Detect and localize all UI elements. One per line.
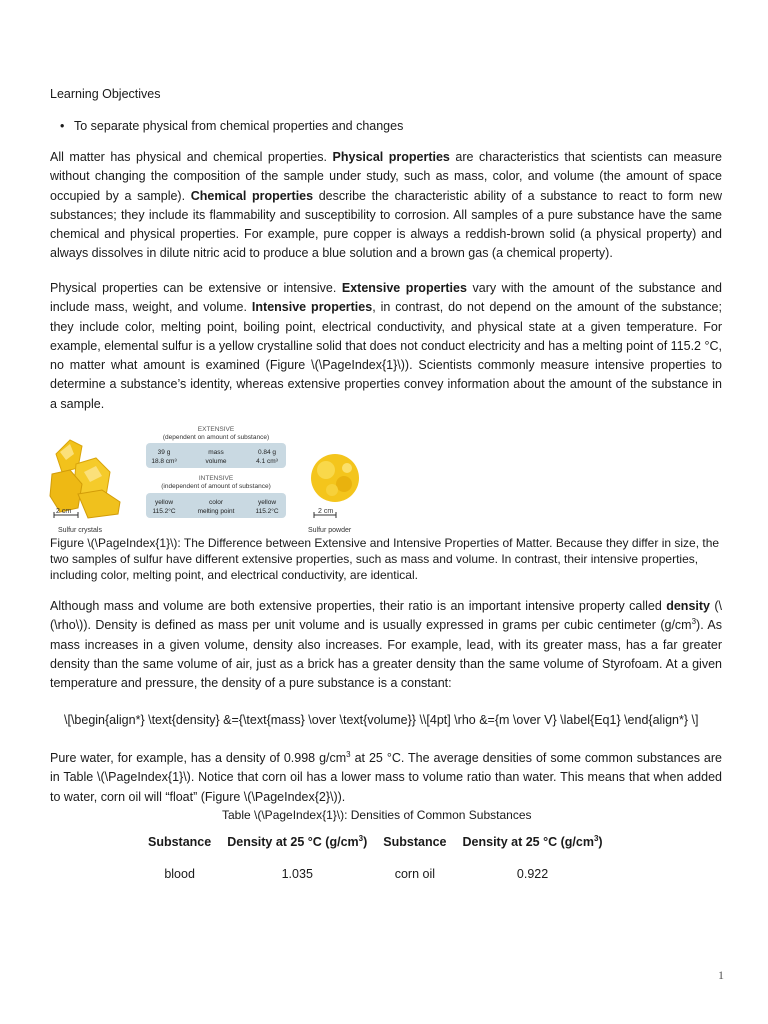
bullet-icon: • [60,119,65,133]
text: at 25 °C. The average densities of some common substances are in Table \(\PageIndex{1}\). Notice that corn oil has a lower mass to volume ratio than water. This means that when added to water, corn oil will “float” (Figure \(\PageIndex{2}\)). [50,751,722,804]
text: Although mass and volume are both extensive properties, their ratio is an important intensive property called [50,599,667,613]
text: vary with the amount of the substance and include mass, weight, and volume. [50,281,723,315]
intensive-left-mp: 115.2°C [152,508,176,515]
density-table [140,826,611,890]
text: (\(\rho\)). Density is defined as mass per unit volume and is usually expressed in grams per cubic centimeter (g/cm [50,599,722,633]
extensive-subtitle: (dependent on amount of substance) [162,434,270,441]
extensive-mid-mass: mass [208,449,224,456]
text: ). As mass increases in a given volume, density also increases. For example, lead, with its greater mass, has a far greater density than the same volume of air, just as a brick has a greater density than the same volume of Styrofoam. At a given temperature and pressure, the density of a pure substance is a constant: [50,618,722,691]
paragraph-density [50,597,722,693]
text: ) [363,835,368,849]
label-sulfur-powder: Sulfur powder [308,527,352,534]
header-density [219,826,375,858]
scale-label-right: 2 cm [318,508,334,515]
text: All matter has physical and chemical properties. [50,150,333,164]
section-heading: Learning Objectives [50,87,161,101]
intensive-title: INTENSIVE [198,475,234,482]
superscript: 3 [358,833,364,843]
extensive-left-volume: 18.8 cm³ [151,458,177,465]
extensive-mid-volume: volume [205,458,227,465]
extensive-left-mass: 39 g [157,449,171,456]
term-chemical-properties: Chemical properties [190,188,314,203]
cell-density: 1.035 [281,867,313,881]
table-header-row [140,826,611,858]
sulfur-properties-figure [48,424,378,536]
extensive-right-mass: 0.84 g [257,449,277,456]
page-number: 1 [718,968,724,982]
header-density [455,826,611,858]
paragraph-extensive-intensive [50,279,722,414]
term-physical-properties: Physical properties [332,150,450,164]
intensive-mid-mp: melting point [197,508,235,515]
superscript: 3 [346,749,351,759]
cell-density: 0.922 [516,867,549,881]
term-density: density [666,599,710,613]
term-intensive-properties: Intensive properties [251,300,373,315]
text: Density at 25 °C (g/cm [462,835,594,849]
objective-list-item [60,119,403,133]
superscript: 3 [593,833,599,843]
figure-caption: Figure \(\PageIndex{1}\): The Difference between Extensive and Intensive Properties of Matter. Because they differ in size, the two samples of sulfur have different extensive properties, such as mass and volume. In contrast, their intensive properties, including color, melting point, and electrical conductivity, are identical. [50,536,720,582]
label-sulfur-crystals: Sulfur crystals [58,527,102,534]
paragraph-water-density [50,749,722,807]
intensive-right-mp: 115.2°C [255,508,279,515]
header-substance: Substance [383,835,447,849]
scale-label-left: 2 cm [56,508,72,515]
header-substance: Substance [148,835,212,849]
paragraph-physical-chemical [50,148,722,264]
objective-text: To separate physical from chemical properties and changes [74,119,404,133]
text: Pure water, for example, has a density of 0.998 g/cm [50,751,347,765]
text: describe the characteristic ability of a substance to react to form new substances; they include its flammability and susceptibility to corrosion. All samples of a pure substance have the same chemical and physical properties. For example, pure copper is always a reddish-brown solid (a physical property) and always dissolves in dilute nitric acid to produce a blue solution and a brown gas (a chemical property). [50,188,722,261]
intensive-mid-color: color [208,499,224,506]
term-extensive-properties: Extensive properties [341,281,467,295]
text: Physical properties can be extensive or intensive. [50,281,342,295]
density-equation: \[\begin{align*} \text{density} &={\text{mass} \over \text{volume}} \\[4pt] \rho &={m \over V} \label{Eq1} \end{align*} \] [64,713,699,727]
intensive-left-color: yellow [154,499,174,506]
intensive-subtitle: (independent of amount of substance) [161,483,271,490]
sulfur-crystals-image [50,440,120,518]
text: are characteristics that scientists can measure without changing the composition of the sample under study, such as mass, color, and volume (the amount of space occupied by a sample). [50,150,722,203]
extensive-right-volume: 4.1 cm³ [256,458,278,465]
extensive-title: EXTENSIVE [197,426,235,433]
table-caption: Table \(\PageIndex{1}\): Densities of Common Substances [222,808,532,822]
intensive-right-color: yellow [257,499,277,506]
text: ) [598,835,603,849]
text: , in contrast, do not depend on the amount of the substance; they include color, melting point, boiling point, electrical conductivity, and physical state at a given temperature. For example, elemental sulfur is a yellow crystalline solid that does not conduct electricity and has a melting point of 115.2 °C, no matter what amount is examined (Figure \(\PageIndex{1}\)). Scientists commonly measure intensive properties to determine a substance’s identity, whereas extensive properties convey information about the amount of the substance in a sample. [50,300,722,411]
cell-substance: blood [164,867,195,881]
table-row [140,858,611,890]
text: Density at 25 °C (g/cm [227,835,359,849]
cell-substance: corn oil [394,867,436,881]
superscript: 3 [691,617,697,627]
